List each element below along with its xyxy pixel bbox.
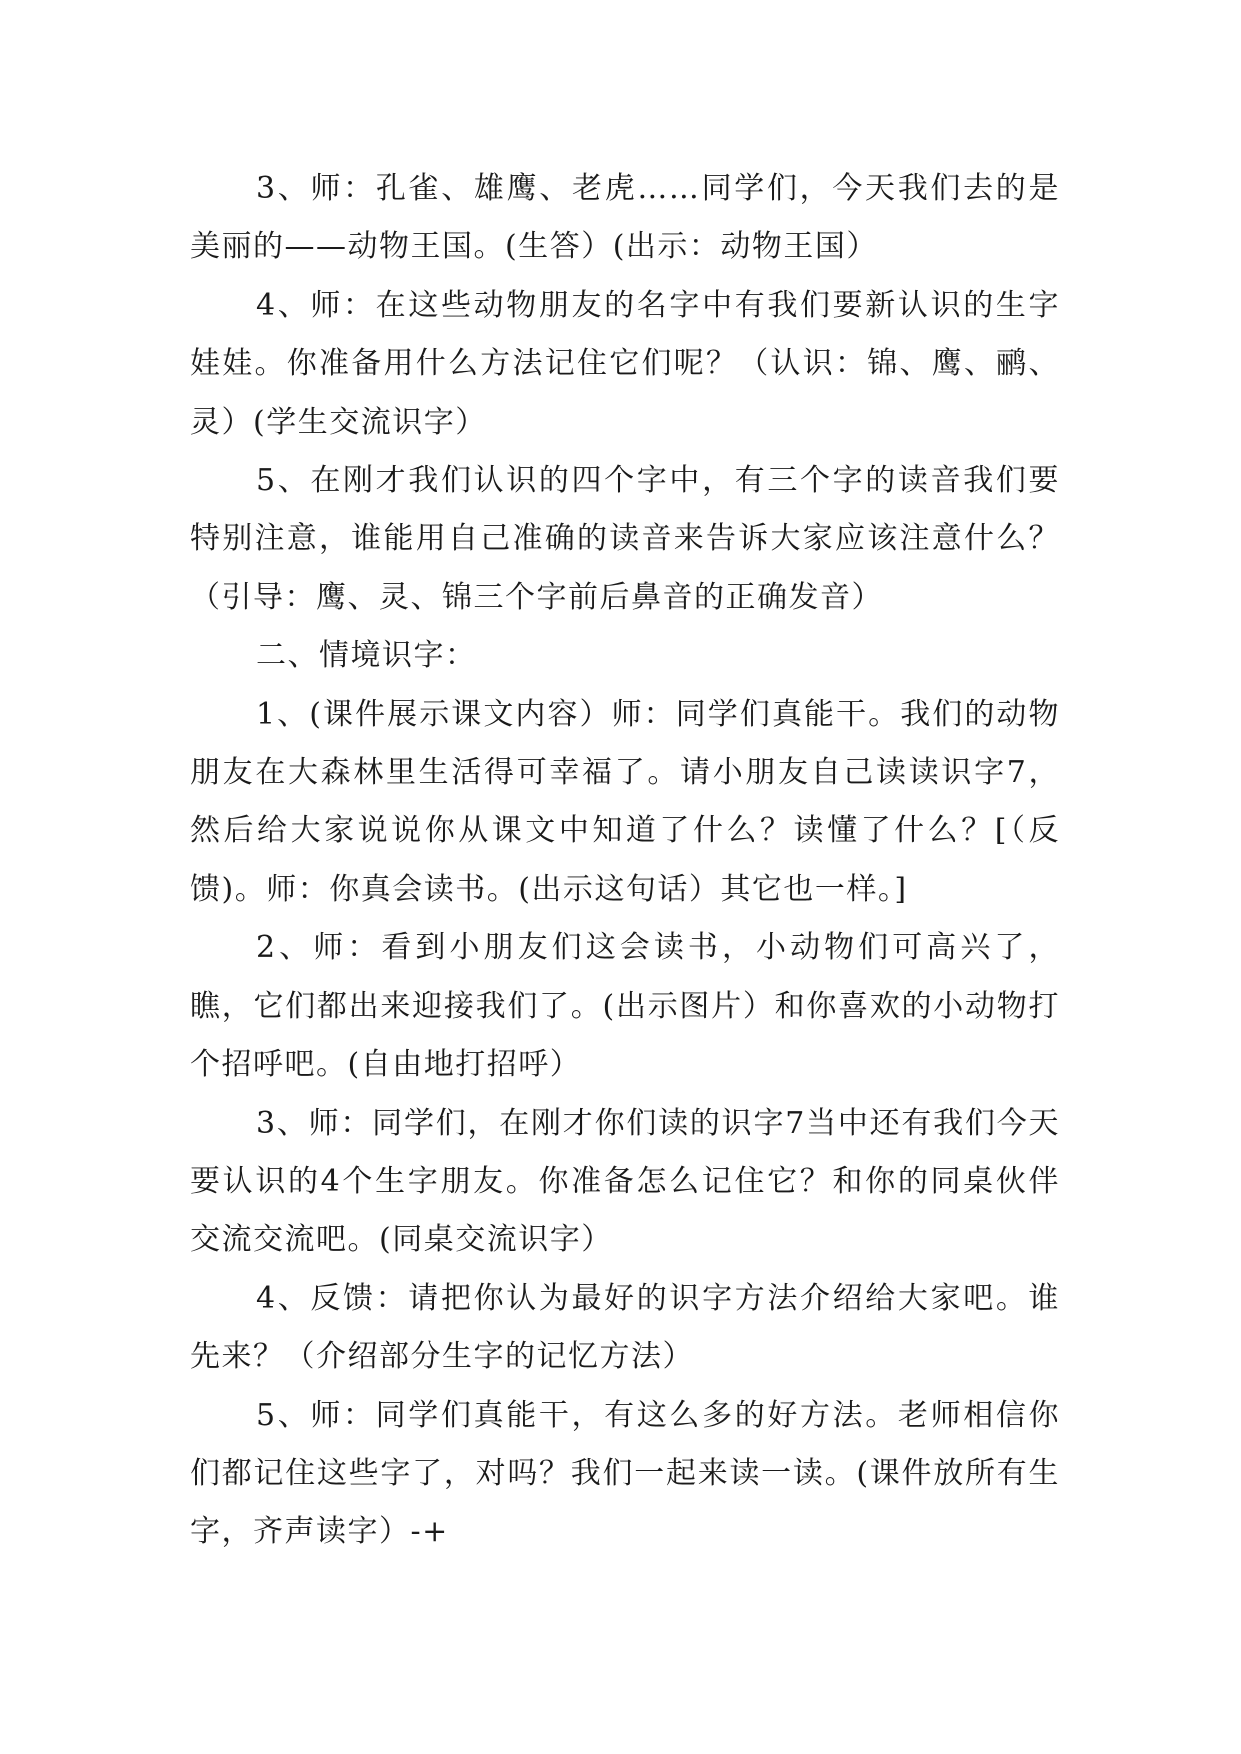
paragraph-3: 5、在刚才我们认识的四个字中，有三个字的读音我们要特别注意，谁能用自己准确的读音来告诉大家应该注意什么？（引导：鹰、灵、锦三个字前后鼻音的正确发音） [190, 463, 1060, 615]
paragraph-4: 1、(课件展示课文内容）师：同学们真能干。我们的动物朋友在大森林里生活得可幸福了。请小朋友自己读读识字7，然后给大家说说你从课文中知道了什么？读懂了什么？[（反馈)。师：你真会读书。(出示这句话）其它也一样。] [190, 696, 1060, 907]
paragraph-6: 3、师：同学们，在刚才你们读的识字7当中还有我们今天要认识的4个生字朋友。你准备怎么记住它？和你的同桌伙伴交流交流吧。(同桌交流识字） [190, 1105, 1060, 1258]
paragraph-2: 4、师：在这些动物朋友的名字中有我们要新认识的生字娃娃。你准备用什么方法记住它们呢？（认识：锦、鹰、鹂、灵）(学生交流识字） [190, 287, 1060, 440]
paragraph-1: 3、师：孔雀、雄鹰、老虎……同学们，今天我们去的是美丽的——动物王国。(生答）(出示：动物王国） [190, 171, 1060, 265]
paragraph-8: 5、师：同学们真能干，有这么多的好方法。老师相信你们都记住这些字了，对吗？我们一起来读一读。(课件放所有生字，齐声读字）-+ [190, 1397, 1060, 1550]
section-heading: 二、情境识字： [256, 638, 477, 674]
document-body [190, 160, 1060, 1562]
paragraph-7: 4、反馈：请把你认为最好的识字方法介绍给大家吧。谁先来？（介绍部分生字的记忆方法） [190, 1280, 1060, 1375]
paragraph-5: 2、师：看到小朋友们这会读书，小动物们可高兴了，瞧，它们都出来迎接我们了。(出示图片）和你喜欢的小动物打个招呼吧。(自由地打招呼） [190, 930, 1060, 1083]
